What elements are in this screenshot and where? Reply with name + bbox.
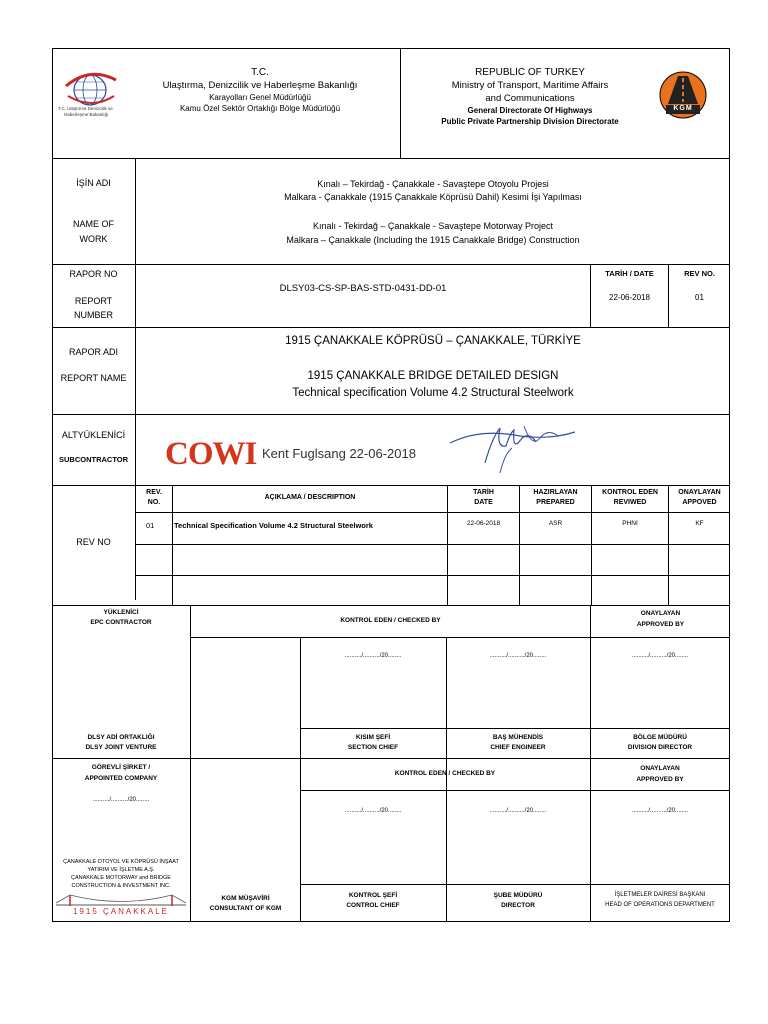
report-subtitle: Technical specification Volume 4.2 Structural Steelwork <box>292 387 574 399</box>
company-line-1: ÇANAKKALE OTOYOL VE KÖPRÜSÜ İNŞAAT <box>63 859 179 865</box>
section-chief-en: SECTION CHIEF <box>347 744 399 751</box>
date-blank-2: ........../........../20........ <box>489 653 547 659</box>
control-chief-en: CONTROL CHIEF <box>346 902 400 909</box>
table-row-rev: 01 <box>146 521 155 530</box>
division-director-en: DIVISION DIRECTOR <box>627 744 693 751</box>
work-name-tr-2: Malkara - Çanakkale (1915 Çanakkale Köprüsü Dahil) Kesimi İşi Yapılması <box>284 192 582 202</box>
col-date-2: DATE <box>474 499 493 506</box>
bridge-logo-text: 1915 ÇANAKKALE <box>72 907 170 916</box>
table-row-date: 22-06-2018 <box>466 520 501 527</box>
approved-by-1-en: APPROVED BY <box>636 621 685 628</box>
report-date-label: TARİH / DATE <box>605 269 654 278</box>
kgm-logo <box>658 70 708 120</box>
col-prepared-2: PREPARED <box>536 499 575 506</box>
date-blank-4: ........../........../20........ <box>344 808 402 814</box>
subcontractor-label-en: SUBCONTRACTOR <box>58 455 129 464</box>
bridge-icon <box>56 894 186 908</box>
col-rev-2: NO. <box>147 499 161 506</box>
approved-by-1-tr: ONAYLAYAN <box>640 610 681 617</box>
company-line-3: ÇANAKKALE MOTORWAY and BRIDGE <box>71 875 171 881</box>
date-blank-5: ........../........../20........ <box>489 808 547 814</box>
control-chief-tr: KONTROL ŞEFİ <box>348 892 398 899</box>
col-rev-1: REV. <box>146 489 162 496</box>
cowi-logo: COWI <box>165 436 257 472</box>
subcontractor-label-tr: ALTYÜKLENİCİ <box>61 430 126 440</box>
work-name-tr-1: Kınalı – Tekirdağ - Çanakkale - Savaştepe Otoyolu Projesi <box>317 179 549 189</box>
jv-label-en: DLSY JOINT VENTURE <box>85 744 157 751</box>
director-en: DIRECTOR <box>501 902 535 909</box>
table-row-prepared: ASR <box>548 520 563 527</box>
col-approved-1: ONAYLAYAN <box>678 489 721 496</box>
epc-label-en: EPC CONTRACTOR <box>90 619 152 626</box>
kgm-consultant-tr: KGM MÜŞAVİRİ <box>221 895 270 902</box>
work-label-en-2: WORK <box>79 234 108 244</box>
col-date-1: TARİH <box>473 489 494 496</box>
table-row-approved: KF <box>695 520 704 527</box>
bridge-logo <box>56 894 186 920</box>
work-label-en-1: NAME OF <box>72 219 114 229</box>
report-number: DLSY03-CS-SP-BAS-STD-0431-DD-01 <box>279 283 447 294</box>
table-row-description: Technical Specification Volume 4.2 Structural Steelwork <box>174 521 373 530</box>
date-blank-1: ........../........../20........ <box>344 653 402 659</box>
kgm-consultant-en: CONSULTANT OF KGM <box>209 905 282 912</box>
epc-label-tr: YÜKLENİCİ <box>103 609 139 616</box>
ministry-logo <box>58 66 122 126</box>
revision-label: REV NO <box>76 537 111 547</box>
report-name-label-en: REPORT NAME <box>60 373 127 383</box>
date-blank-appointed: ........../........../20........ <box>92 797 150 803</box>
signature-icon <box>440 418 580 478</box>
company-line-2: YATIRIM VE İŞLETME A.Ş. <box>87 867 155 873</box>
date-blank-6: ........../........../20........ <box>631 808 689 814</box>
ministry-globe-icon <box>58 66 122 110</box>
director-tr: ŞUBE MÜDÜRÜ <box>493 892 543 899</box>
company-line-4: CONSTRUCTION & INVESTMENT INC. <box>71 883 171 889</box>
col-reviewed-1: KONTROL EDEN <box>602 489 658 496</box>
division-director-tr: BÖLGE MÜDÜRÜ <box>633 734 687 741</box>
report-label-en-1: REPORT <box>74 296 113 306</box>
header-en-division: Public Private Partnership Division Directorate <box>441 117 619 126</box>
col-description: AÇIKLAMA / DESCRIPTION <box>264 494 356 501</box>
report-title-en: 1915 ÇANAKKALE BRIDGE DETAILED DESIGN <box>307 370 559 382</box>
header-tr-ministry: Ulaştırma, Denizcilik ve Haberleşme Bakanlığı <box>162 80 358 91</box>
header-tr-division: Kamu Özel Sektör Ortaklığı Bölge Müdürlüğü <box>179 104 341 113</box>
date-blank-3: ........../........../20........ <box>631 653 689 659</box>
report-rev: 01 <box>695 293 704 302</box>
header-tr-title: T.C. <box>251 67 269 78</box>
header-en-ministry: Ministry of Transport, Maritime Affairs <box>451 80 609 91</box>
ministry-logo-text-1: T.C. Ulaştırma Denizcilik ve <box>58 106 113 111</box>
chief-engineer-tr: BAŞ MÜHENDİS <box>492 734 544 741</box>
work-label-tr: İŞİN ADI <box>76 178 111 188</box>
section-chief-tr: KISIM ŞEFİ <box>355 734 391 741</box>
appointed-label-en: APPOINTED COMPANY <box>84 775 158 782</box>
header-en-title: REPUBLIC OF TURKEY <box>475 67 585 78</box>
jv-label-tr: DLSY ADİ ORTAKLIĞI <box>87 734 155 741</box>
report-date: 22-06-2018 <box>609 293 650 302</box>
work-name-en-1: Kınalı - Tekirdağ – Çanakkale - Savaştepe Motorway Project <box>313 221 553 231</box>
appointed-label-tr: GÖREVLİ ŞİRKET / <box>91 764 151 771</box>
approved-by-2-en: APPROVED BY <box>636 776 684 783</box>
chief-engineer-en: CHIEF ENGINEER <box>490 744 546 751</box>
report-label-tr: RAPOR NO <box>69 269 118 279</box>
header-en-directorate: General Directorate Of Highways <box>467 106 593 115</box>
header-tr-directorate: Karayolları Genel Müdürlüğü <box>209 93 311 102</box>
checked-by-1: KONTROL EDEN / CHECKED BY <box>340 617 441 624</box>
report-rev-label: REV NO. <box>684 269 715 278</box>
head-ops-en: HEAD OF OPERATIONS DEPARTMENT <box>605 902 715 908</box>
kgm-logo-text: KGM <box>673 105 693 112</box>
head-ops-tr: İŞLETMELER DAİRESİ BAŞKANI <box>614 892 706 898</box>
ministry-logo-text-2: Haberleşme Bakanlığı <box>64 112 109 117</box>
table-row-reviewed: PHNI <box>622 520 638 527</box>
subcontractor-signer: Kent Fuglsang 22-06-2018 <box>262 446 416 461</box>
header-en-ministry-2: and Communications <box>485 93 575 104</box>
col-reviewed-2: REVIWED <box>613 499 647 506</box>
report-name-label-tr: RAPOR ADI <box>68 347 118 357</box>
col-approved-2: APPOVED <box>682 499 717 506</box>
col-prepared-1: HAZIRLAYAN <box>533 489 578 496</box>
report-title-tr: 1915 ÇANAKKALE KÖPRÜSÜ – ÇANAKKALE, TÜRKİYE <box>285 335 581 347</box>
checked-by-2: KONTROL EDEN / CHECKED BY <box>394 770 496 777</box>
kgm-road-icon <box>658 70 708 120</box>
report-label-en-2: NUMBER <box>73 310 113 320</box>
approved-by-2-tr: ONAYLAYAN <box>640 765 680 772</box>
work-name-en-2: Malkara – Çanakkale (Including the 1915 Canakkale Bridge) Construction <box>286 235 580 245</box>
